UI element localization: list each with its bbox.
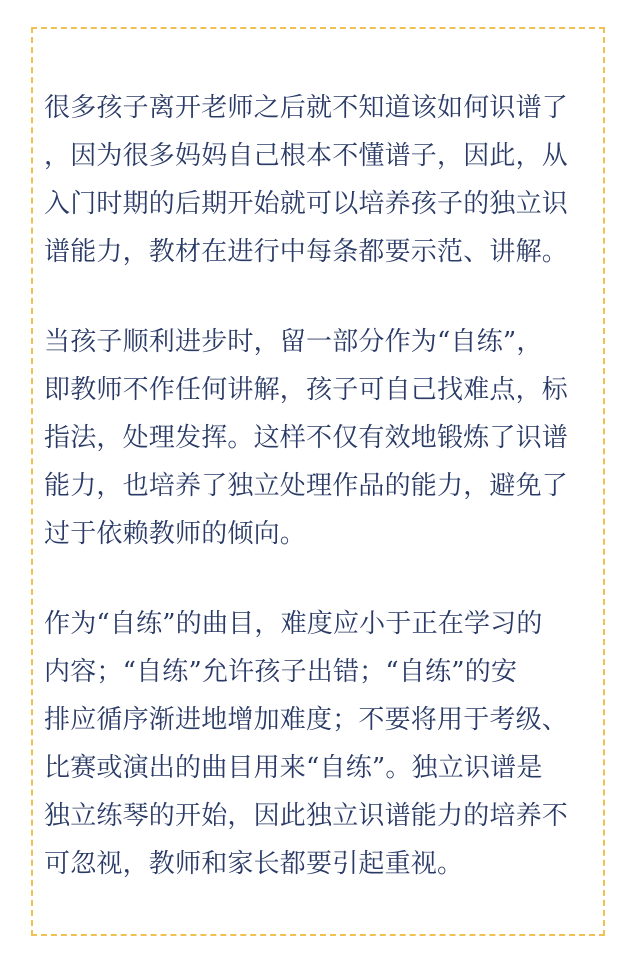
paragraph-1 xyxy=(44,84,600,276)
text-line: 入门时期的后期开始就可以培养孩子的独立识 xyxy=(44,189,569,219)
text-line: 即教师不作任何讲解，孩子可自己找难点，标 xyxy=(44,375,569,405)
paragraph-2 xyxy=(44,318,600,558)
text-line: 作为“自练”的曲目，难度应小于正在学习的 xyxy=(44,609,543,639)
text-line: 过于依赖教师的倾向。 xyxy=(44,519,307,549)
text-line: 谱能力，教材在进行中每条都要示范、讲解。 xyxy=(44,237,569,267)
text-line: 独立练琴的开始，因此独立识谱能力的培养不 xyxy=(44,801,569,831)
text-line: 比赛或演出的曲目用来“自练”。独立识谱是 xyxy=(44,753,543,783)
paragraph-3 xyxy=(44,600,600,888)
text-line: 指法，处理发挥。这样不仅有效地锻炼了识谱 xyxy=(44,423,569,453)
text-line: 很多孩子离开老师之后就不知道该如何识谱了 xyxy=(44,93,569,123)
paragraph-gap xyxy=(44,558,600,600)
article-body xyxy=(44,84,600,888)
text-line: 内容；“自练”允许孩子出错；“自练”的安 xyxy=(44,657,518,687)
text-line: 当孩子顺利进步时，留一部分作为“自练”， xyxy=(44,327,543,357)
text-line: 可忽视，教师和家长都要引起重视。 xyxy=(44,849,464,879)
paragraph-gap xyxy=(44,276,600,318)
text-line: ，因为很多妈妈自己根本不懂谱子，因此，从 xyxy=(44,141,569,171)
text-line: 能力，也培养了独立处理作品的能力，避免了 xyxy=(44,471,569,501)
text-line: 排应循序渐进地增加难度；不要将用于考级、 xyxy=(44,705,569,735)
